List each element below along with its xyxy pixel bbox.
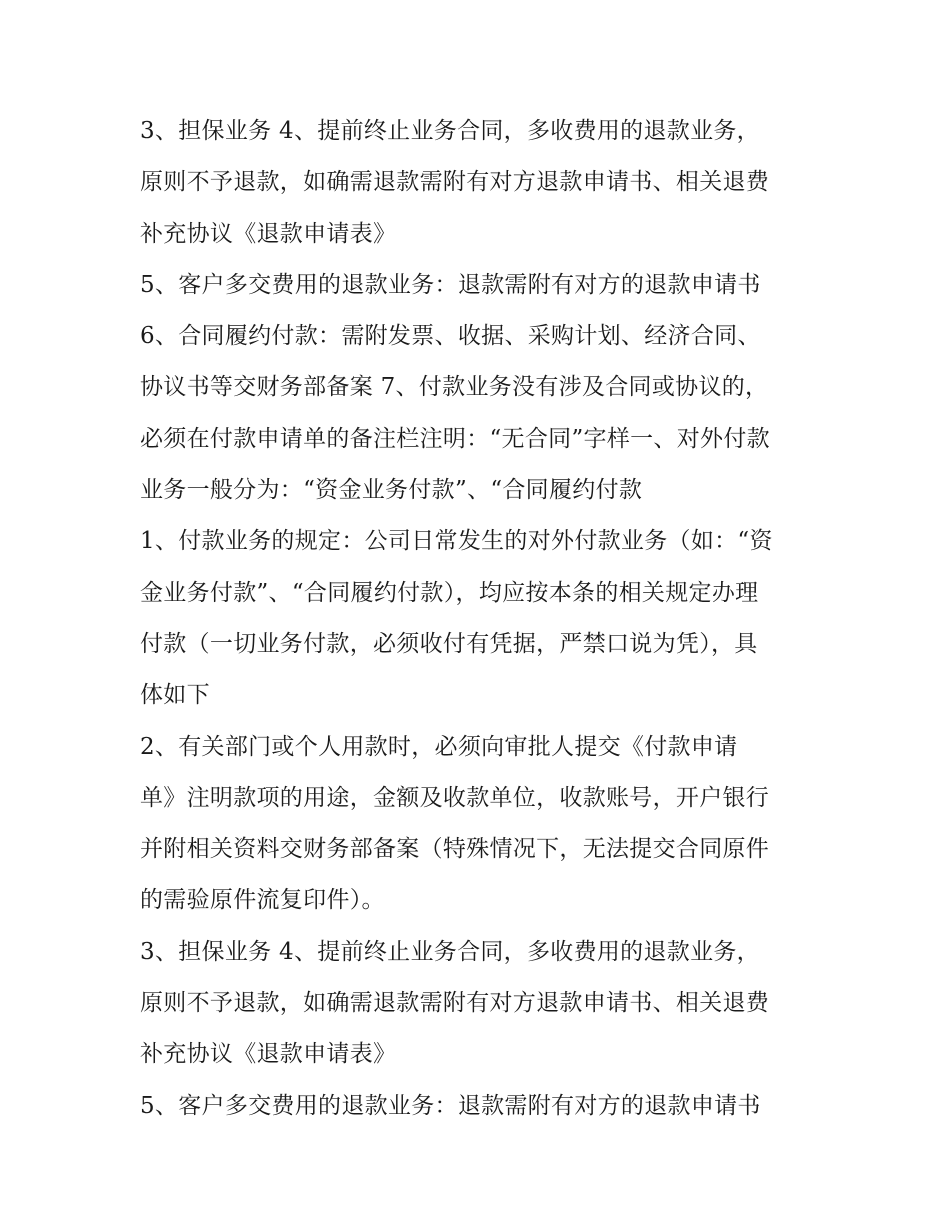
text-line: 3、担保业务 4、提前终止业务合同，多收费用的退款业务， bbox=[140, 118, 760, 144]
text-line: 5、客户多交费用的退款业务：退款需附有对方的退款申请书 bbox=[140, 271, 761, 298]
text-line: 3、担保业务 4、提前终止业务合同，多收费用的退款业务， bbox=[140, 938, 760, 965]
text-line: 业务一般分为：“资金业务付款”、“合同履约付款 bbox=[140, 477, 643, 504]
text-line: 的需验原件流复印件）。 bbox=[140, 887, 385, 914]
text-line: 1、付款业务的规定：公司日常发生的对外付款业务（如：“资 bbox=[140, 528, 773, 555]
text-line: 原则不予退款，如确需退款需附有对方退款申请书、相关退费 bbox=[140, 169, 770, 196]
text-line: 补充协议《退款申请表》 bbox=[140, 1041, 397, 1068]
text-line: 体如下 bbox=[140, 682, 210, 709]
text-line: 金业务付款”、“合同履约付款），均应按本条的相关规定办理 bbox=[140, 579, 759, 606]
text-line: 单》注明款项的用途，金额及收款单位，收款账号，开户银行 bbox=[140, 784, 770, 811]
text-line: 协议书等交财务部备案 7、付款业务没有涉及合同或协议的， bbox=[140, 374, 769, 401]
text-line: 原则不予退款，如确需退款需附有对方退款申请书、相关退费 bbox=[140, 990, 770, 1017]
text-line: 并附相关资料交财务部备案（特殊情况下，无法提交合同原件 bbox=[140, 836, 770, 863]
text-line: 5、客户多交费用的退款业务：退款需附有对方的退款申请书 bbox=[140, 1092, 761, 1119]
text-line: 付款（一切业务付款，必须收付有凭据，严禁口说为凭），具 bbox=[140, 630, 758, 657]
text-line: 2、有关部门或个人用款时，必须向审批人提交《付款申请 bbox=[140, 733, 738, 760]
document-body bbox=[140, 106, 820, 1132]
text-line: 必须在付款申请单的备注栏注明：“无合同”字样一、对外付款 bbox=[140, 425, 770, 452]
text-line: 6、合同履约付款：需附发票、收据、采购计划、经济合同、 bbox=[140, 323, 761, 350]
text-line: 补充协议《退款申请表》 bbox=[140, 220, 397, 247]
